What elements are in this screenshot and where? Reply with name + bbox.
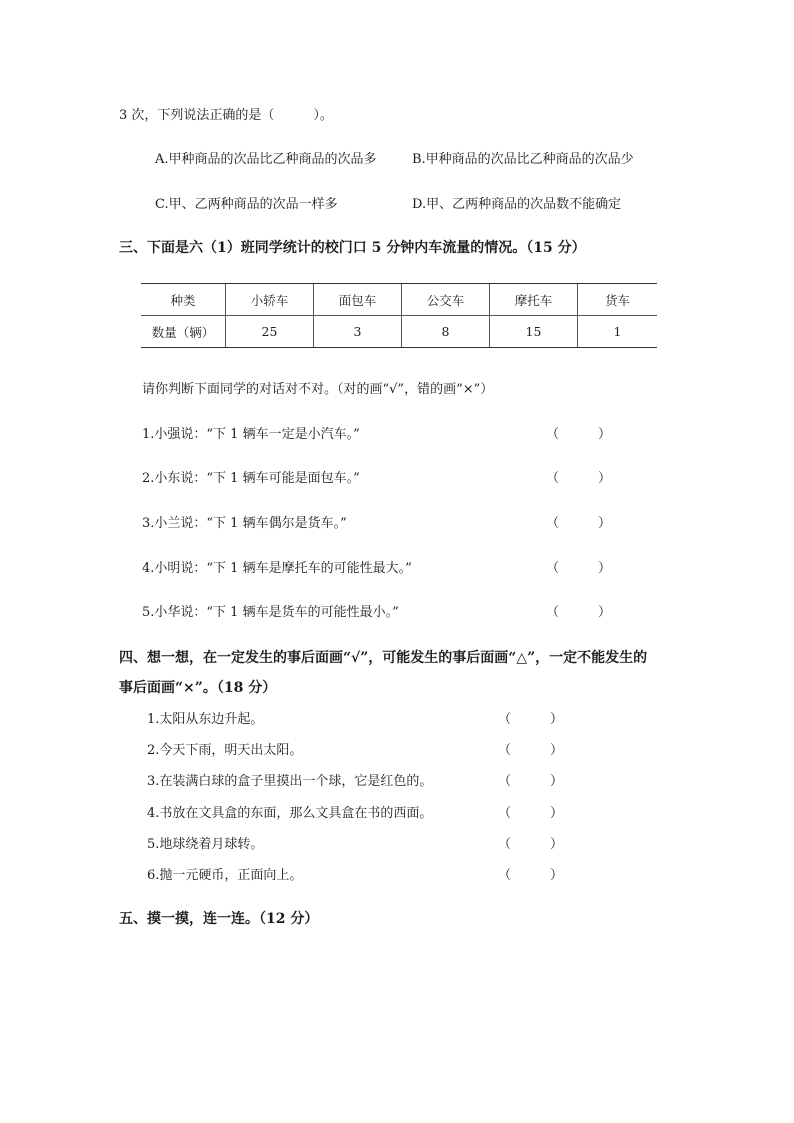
judgement-item: 5.小华说：“下 1 辆车是货车的可能性最小。” (142, 605, 399, 620)
event-item: 1.太阳从东边升起。 (147, 712, 264, 727)
option-a: A.甲种商品的次品比乙种商品的次品多 (155, 152, 377, 167)
event-item: 2.今天下雨，明天出太阳。 (147, 743, 303, 758)
judgement-item: 4.小明说：“下 1 辆车是摩托车的可能性最大。” (142, 561, 412, 576)
answer-blank[interactable]: （ ） (546, 427, 612, 442)
table-cell: 货车 (578, 284, 658, 316)
judgement-item: 1.小强说：“下 1 辆车一定是小汽车。” (142, 427, 360, 442)
answer-blank[interactable]: （ ） (546, 561, 612, 576)
answer-blank[interactable]: （ ） (546, 516, 612, 531)
answer-blank[interactable]: （ ） (546, 471, 612, 486)
option-d: D.甲、乙两种商品的次品数不能确定 (412, 197, 622, 212)
answer-blank[interactable]: （ ） (498, 774, 564, 789)
event-item: 6.抛一元硬币，正面向上。 (147, 868, 303, 883)
option-c: C.甲、乙两种商品的次品一样多 (155, 197, 338, 212)
section3-title: 三、下面是六（1）班同学统计的校门口 5 分钟内车流量的情况。（15 分） (119, 240, 586, 256)
table-cell: 8 (402, 316, 490, 348)
answer-blank[interactable]: （ ） (498, 743, 564, 758)
option-b: B.甲种商品的次品比乙种商品的次品少 (412, 152, 634, 167)
table-cell: 1 (578, 316, 658, 348)
answer-blank[interactable]: （ ） (498, 868, 564, 883)
table-cell: 数量（辆） (141, 316, 226, 348)
event-item: 5.地球绕着月球转。 (147, 837, 264, 852)
section5-title: 五、摸一摸，连一连。（12 分） (119, 911, 319, 927)
table-cell: 小轿车 (226, 284, 314, 316)
table-cell: 面包车 (314, 284, 402, 316)
table-cell: 公交车 (402, 284, 490, 316)
answer-blank[interactable]: （ ） (498, 806, 564, 821)
section3-instruction: 请你判断下面同学的对话对不对。（对的画“√”，错的画“×”） (142, 382, 494, 397)
table-cell: 15 (490, 316, 578, 348)
table-row (141, 316, 657, 348)
table-cell: 25 (226, 316, 314, 348)
event-item: 3.在装满白球的盒子里摸出一个球，它是红色的。 (147, 774, 433, 789)
judgement-item: 3.小兰说：“下 1 辆车偶尔是货车。” (142, 516, 347, 531)
answer-blank[interactable]: （ ） (498, 837, 564, 852)
judgement-item: 2.小东说：“下 1 辆车可能是面包车。” (142, 471, 360, 486)
section4-title-line1: 四、想一想，在一定发生的事后面画“√”，可能发生的事后面画“△”，一定不能发生的 (119, 650, 648, 666)
table-cell: 种类 (141, 284, 226, 316)
traffic-table (141, 283, 657, 348)
table-cell: 3 (314, 316, 402, 348)
event-item: 4.书放在文具盒的东面，那么文具盒在书的西面。 (147, 806, 433, 821)
answer-blank[interactable]: （ ） (546, 605, 612, 620)
section4-title-line2: 事后面画“×”。（18 分） (119, 680, 277, 696)
table-cell: 摩托车 (490, 284, 578, 316)
answer-blank[interactable]: （ ） (498, 712, 564, 727)
table-header-row (141, 284, 657, 316)
question-continuation: 3 次，下列说法正确的是（ ）。 (119, 108, 333, 123)
